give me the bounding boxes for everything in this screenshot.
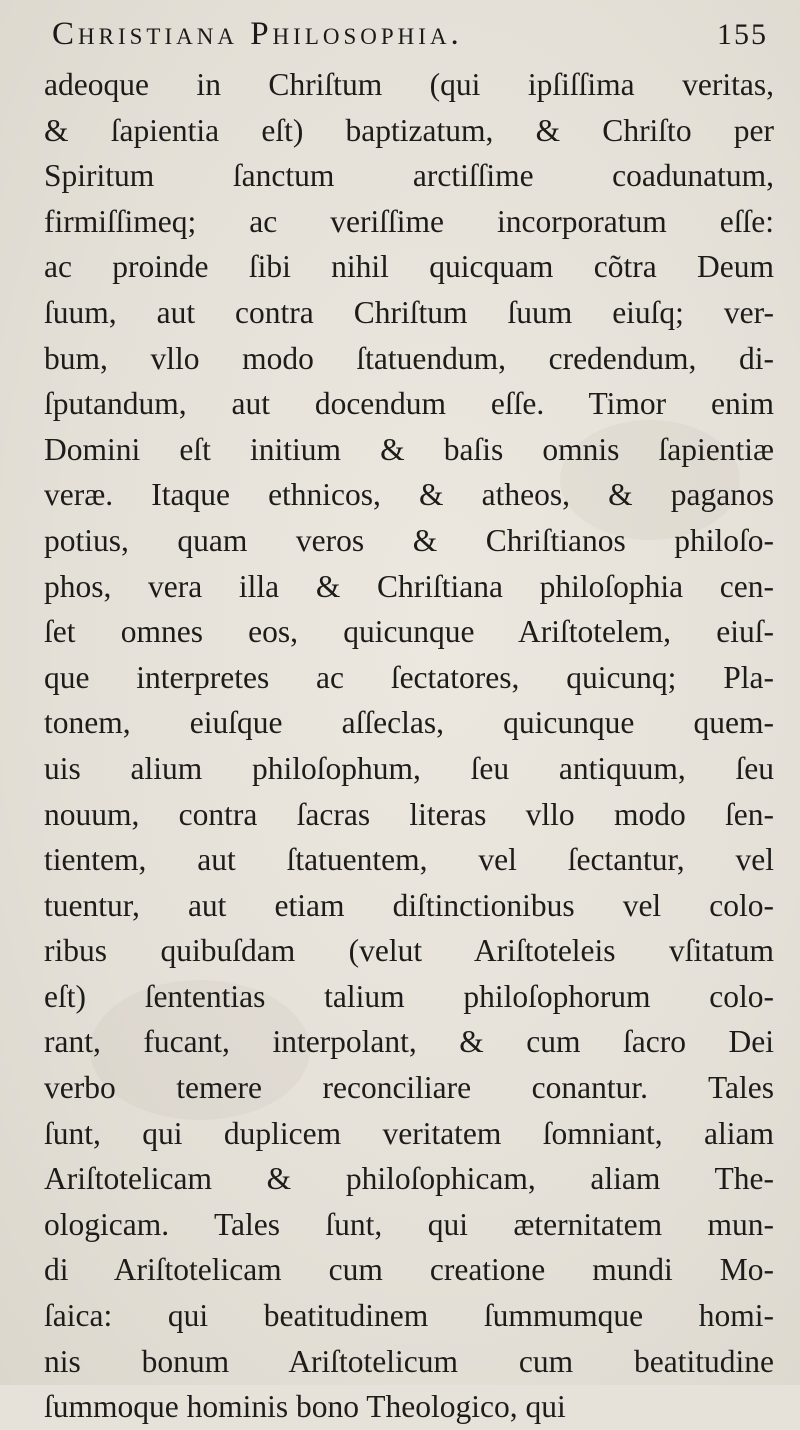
text-line: ſputandum, aut docendum eſſe. Timor enim xyxy=(44,386,774,422)
text-line: ribus quibuſdam (velut Ariſtoteleis vſitatum xyxy=(44,933,774,969)
text-line: phos, vera illa & Chriſtiana philoſophia cen- xyxy=(44,568,774,604)
text-line: nis bonum Ariſtotelicum cum beatitudine xyxy=(44,1343,774,1379)
text-line: ſet omnes eos, quicunque Ariſtotelem, eiuſ- xyxy=(44,614,774,650)
body-text xyxy=(44,62,774,1430)
text-line: Spiritum ſanctum arctiſſime coadunatum, xyxy=(44,158,774,194)
text-line: adeoque in Chriſtum (qui ipſiſſima veritas, xyxy=(44,67,774,102)
text-line: rant, fucant, interpolant, & cum ſacro Dei xyxy=(44,1024,774,1060)
text-line: tuentur, aut etiam diſtinctionibus vel colo- xyxy=(44,887,774,923)
page-header xyxy=(48,14,768,62)
text-line: ſuum, aut contra Chriſtum ſuum eiuſq; ver- xyxy=(44,294,774,330)
page-number: 155 xyxy=(717,18,768,51)
text-line: verbo temere reconciliare conantur. Tales xyxy=(44,1070,774,1106)
text-line: nouum, contra ſacras literas vllo modo ſen- xyxy=(44,796,774,832)
text-line: uis alium philoſophum, ſeu antiquum, ſeu xyxy=(44,750,774,786)
text-line: ologicam. Tales ſunt, qui æternitatem mun- xyxy=(44,1206,774,1242)
text-line: ſaica: qui beatitudinem ſummumque homi- xyxy=(44,1298,774,1334)
text-line: veræ. Itaque ethnicos, & atheos, & paganos xyxy=(44,477,774,513)
text-line: bum, vllo modo ſtatuendum, credendum, di- xyxy=(44,340,774,376)
text-line: que interpretes ac ſectatores, quicunq; Pla- xyxy=(44,659,774,695)
text-line: Domini eſt initium & baſis omnis ſapientiæ xyxy=(44,431,774,467)
text-line: potius, quam veros & Chriſtianos philoſo- xyxy=(44,522,774,558)
text-line: & ſapientia eſt) baptizatum, & Chriſto per xyxy=(44,112,774,148)
text-line: eſt) ſententias talium philoſophorum colo- xyxy=(44,978,774,1014)
text-line: tientem, aut ſtatuentem, vel ſectantur, vel xyxy=(44,842,774,878)
text-line: firmiſſimeq; ac veriſſime incorporatum eſſe: xyxy=(44,203,774,239)
running-head: Christiana Philosophia. xyxy=(52,16,463,52)
text-line: Ariſtotelicam & philoſophicam, aliam The- xyxy=(44,1161,774,1197)
text-line: tonem, eiuſque aſſeclas, quicunque quem- xyxy=(44,705,774,741)
text-line: ſunt, qui duplicem veritatem ſomniant, aliam xyxy=(44,1115,774,1151)
text-line: ſummoque hominis bono Theologico, qui xyxy=(44,1389,566,1425)
text-line: ac proinde ſibi nihil quicquam cõtra Deum xyxy=(44,249,774,285)
text-line: di Ariſtotelicam cum creatione mundi Mo- xyxy=(44,1252,774,1288)
